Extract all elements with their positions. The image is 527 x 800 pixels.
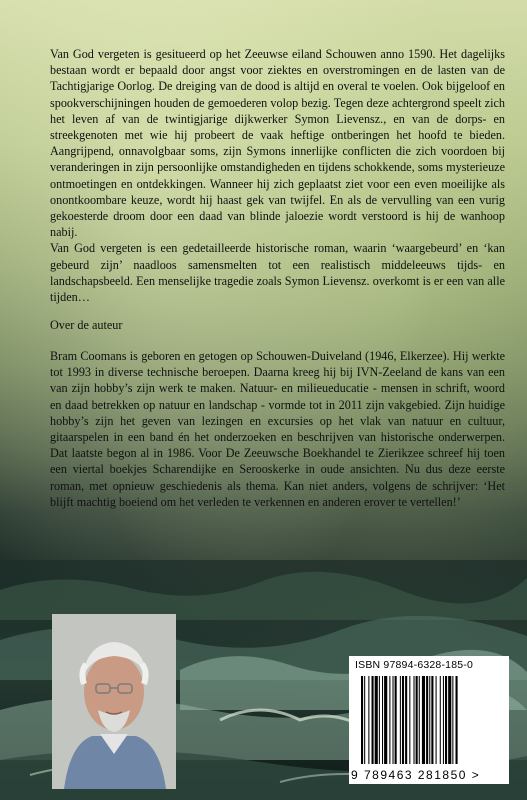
summary-paragraph: Van God vergeten is een gedetailleerde historische roman, waarin ‘waargebeurd’ en ‘kan gebeurd zijn’ naadloos samensmelten tot een realistisch middeleeuws tijds- en landschapsbeeld. Een menselijke tragedie zoals Symon Lievensz. overkomt is er een van alle tijden… — [50, 241, 505, 305]
isbn-label: ISBN 97894-6328-185-0 — [355, 659, 474, 671]
book-summary — [50, 46, 505, 305]
author-bio-paragraph: Bram Coomans is geboren en getogen op Schouwen-Duiveland (1946, Elkerzee). Hij werkte tot 1993 in diverse technische beroepen. Daarna kreeg hij bij IVN-Zeeland de kans van een van zijn hobby’s zijn werk te maken. Natuur- en milieueducatie - mensen in schrift, woord en daad betrekken op natuur en landschap - vormde tot in 2011 zijn vakgebied. Zijn huidige hobby’s zijn het geven van lezingen en excursies op het vlak van natuur en cultuur, gitaarspelen in een band én het onderzoeken en beschrijven van historische onderwerpen. Dat laatste begon al in 1986. Voor De Zeeuwsche Boekhandel te Zierikzee schreef hij toen een viertal boekjes Scharendijke en Serooskerke in oude ansichten. Nu dus deze eerste roman, met opnieuw geschiedenis als thema. Kan niet anders, volgens de schrijver: ‘Het blijft machtig boeiend om het verleden te verkennen en anderen erover te vertellen!’ — [50, 349, 505, 509]
barcode-digits: 9 789463 281850 > — [351, 768, 481, 782]
isbn-barcode — [349, 656, 509, 784]
author-heading: Over de auteur — [50, 318, 123, 332]
author-bio — [50, 348, 505, 510]
author-photo — [52, 614, 176, 789]
author-portrait-image — [52, 614, 176, 789]
summary-paragraph: Van God vergeten is gesitueerd op het Zeeuwse eiland Schouwen anno 1590. Het dagelijks bestaan wordt er bepaald door angst voor ziektes en overstromingen en de lasten van de Tachtigjarige Oorlog. De dreiging van de dood is altijd en overal te voelen. Ook bijgeloof en spookverschijningen houden de gemoederen volop bezig. Tegen deze achtergrond speelt zich het leven af van de twintigjarige dijkwerker Symon Lievensz., en van de dorps- en streekgenoten met wie hij probeert de vaak heftige ontberingen het hoofd te bieden. Aangrijpend, onnavolgbaar soms, zijn Symons innerlijke conflicten die zich voordoen bij veranderingen in zijn persoonlijke omstandigheden en tijdens schokkende, soms mysterieuze ontmoetingen en ontdekkingen. Wanneer hij zich geplaatst ziet voor een even moeilijke als onontkoombare keuze, wordt hij haast gek van twijfel. En als de vervulling van een vurig gekoesterde droom door een daad van blinde jaloezie wordt verstoord is hij de wanhoop nabij. — [50, 47, 505, 240]
barcode-bars — [349, 656, 509, 784]
